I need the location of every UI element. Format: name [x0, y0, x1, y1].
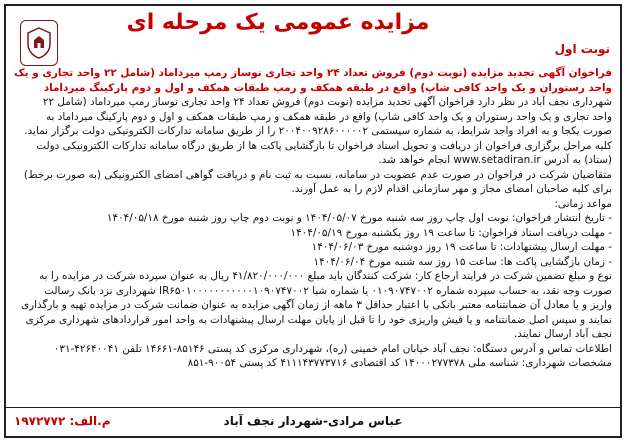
- body-line: واریز و یا معادل آن ضمانتنامه معتبر بانکی با اعتبار حداقل ۳ ماهه از زمان آگهی مزایده به عنوان ضمانت شرکت در مزایده تهیه و بارگذاری: [20, 299, 612, 311]
- body-line: صورت یکجا و به افراد واجد شرایط، به شماره سیستمی ۲۰۰۴۰۰۹۲۸۶۰۰۰۰۰۲ را از طریق سامانه تدارکات الکترونیکی دولت برگزار نماید.: [24, 125, 612, 137]
- body-line: برای کلیه صاحبان امضای مجاز و مهر سازمانی اقدام لازم را به عمل آورند.: [291, 183, 612, 195]
- lead-paragraph: فراخوان آگهی تجدید مزایده (نوبت دوم) فروش تعداد ۲۴ واحد تجاری نوساز رمپ میرداماد (شامل ۲۲ واحد تجاری و یک واحد رستوران و یک واحد کافی شاپ) واقع در طبقه همکف و رمپ طبقات همکف و اول و دوم پارکینگ میرداماد: [14, 67, 612, 94]
- body-line: شهرداری نجف آباد در نظر دارد فراخوان آگهی تجدید مزایده (نوبت دوم) فروش تعداد ۲۴ واحد تجاری نوساز رمپ میرداماد (شامل ۲۲: [42, 96, 612, 108]
- signer-name: عباس مرادی-شهردار نجف آباد: [223, 414, 403, 428]
- body-line: اطلاعات تماس و آدرس دستگاه: نجف آباد خیابان امام خمینی (ره)، شهرداری مرکزی کد پستی ۸۵۱۴۶-۱۴۶۶۱ تلفن ۴۲۶۴۰۰۴۱-۰۳۱: [53, 342, 612, 355]
- body-line: متقاضیان شرکت در فراخوان در صورت عدم عضویت در سامانه، نسبت به ثبت نام و دریافت گواهی امضای الکترونیکی (به صورت برخط): [23, 168, 612, 181]
- footer: [6, 407, 620, 436]
- municipality-seal-icon: [20, 20, 58, 66]
- ad-frame: [4, 4, 622, 438]
- page-title: مزایده عمومی یک مرحله ای: [126, 10, 430, 35]
- body-line: (ستاد) به آدرس www.setadiran.ir انجام خواهد شد.: [378, 154, 612, 166]
- notice-round-badge: نوبت اول: [554, 42, 610, 56]
- body-line: نجف آباد ارسال نمایند.: [513, 328, 612, 340]
- body-line: مواعد زمانی:: [554, 197, 612, 210]
- body-line: نوع و مبلغ تضمین شرکت در فرایند ارجاع کار: شرکت کنندگان باید مبلغ ۴۱/۸۲۰/۰۰۰/۰۰۰ ریال به عنوان سپرده شرکت در مزایده را به: [39, 270, 612, 282]
- body-line: - زمان بازگشایی پاکت ها: ساعت ۱۵ روز سه شنبه مورخ ۱۴۰۴/۰۶/۰۴: [313, 255, 612, 268]
- body-line: صورت وجه نقد، به حساب سپرده شماره ۰۱۰۹۰۷۴۷۰۰۲ یا شماره شبا IR۶۵۰۱۰۰۰۰۰۰۰۰۰۰۰۱۰۹۰۷۴۷۰۰۲ شهرداری نزد بانک رسالت: [44, 284, 612, 297]
- body-line: واحد تجاری و یک واحد رستوران و یک واحد کافی شاپ) واقع در طبقه همکف و رمپ طبقات همکف و اول و دوم پارکینگ میرداماد به: [45, 110, 612, 123]
- body-line: کلیه مراحل برگزاری فراخوان از دریافت و تحویل اسناد فراخوان تا بازگشایی پاکت ها از طریق درگاه سامانه تدارکات الکترونیکی دولت: [36, 139, 612, 152]
- header: [6, 6, 620, 68]
- body-line: - مهلت دریافت اسناد فراخوان: تا ساعت ۱۹ روز یکشنبه مورخ ۱۴۰۴/۰۵/۱۹: [290, 226, 612, 239]
- ad-body: [14, 66, 612, 371]
- ad-code: م.الف: ۱۹۷۲۷۷۲: [14, 414, 111, 428]
- body-line: نمایند و سپس اصل ضمانتنامه و یا فیش واریزی خود را تا قبل از پایان مهلت ارسال پیشنهادات به واحد امور قراردادهای شهرداری مرکزی: [25, 313, 612, 326]
- body-line: - تاریخ انتشار فراخوان: نوبت اول چاپ روز سه شنبه مورخ ۱۴۰۴/۰۵/۰۷ و نوبت دوم چاپ روز شنبه مورخ ۱۴۰۴/۰۵/۱۸: [106, 212, 612, 224]
- body-line: مشخصات شهرداری: شناسه ملی ۱۴۰۰۰۲۷۷۳۷۸ کد اقتصادی ۴۱۱۱۴۳۷۷۳۷۱۶ کد پستی ۹۰۰۵۴-۸۵۱: [187, 357, 612, 369]
- body-line: - مهلت ارسال پیشنهادات: تا ساعت ۱۹ روز دوشنبه مورخ ۱۴۰۴/۰۶/۰۳: [311, 241, 612, 253]
